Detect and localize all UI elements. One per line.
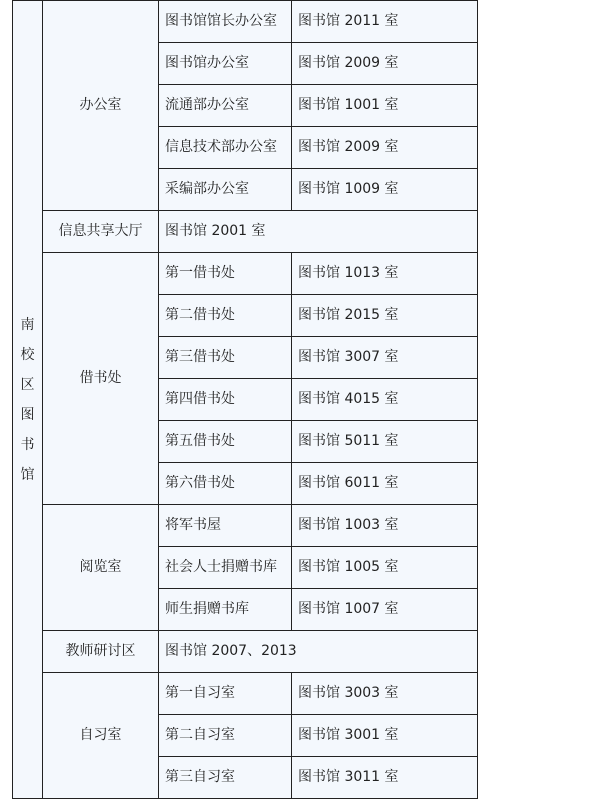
location: 图书馆 1003 室 [292, 505, 478, 547]
location: 图书馆 1005 室 [292, 547, 478, 589]
campus-char: 图 [20, 406, 35, 423]
location: 图书馆 3011 室 [292, 757, 478, 799]
sub-unit: 第三自习室 [159, 757, 292, 799]
location: 图书馆 1007 室 [292, 589, 478, 631]
location: 图书馆 1009 室 [292, 169, 478, 211]
location: 图书馆 6011 室 [292, 463, 478, 505]
dept-study-room: 自习室 [43, 673, 159, 799]
location: 图书馆 2009 室 [292, 127, 478, 169]
table-row [13, 505, 478, 547]
sub-unit: 第一借书处 [159, 253, 292, 295]
sub-unit: 第一自习室 [159, 673, 292, 715]
location: 图书馆 1001 室 [292, 85, 478, 127]
location: 图书馆 2007、2013 [159, 631, 478, 673]
sub-unit: 流通部办公室 [159, 85, 292, 127]
sub-unit: 第四借书处 [159, 379, 292, 421]
sub-unit: 采编部办公室 [159, 169, 292, 211]
sub-unit: 第五借书处 [159, 421, 292, 463]
sub-unit: 信息技术部办公室 [159, 127, 292, 169]
dept-circulation: 借书处 [43, 253, 159, 505]
campus-char: 馆 [20, 466, 35, 483]
sub-unit: 图书馆办公室 [159, 43, 292, 85]
dept-faculty-seminar: 教师研讨区 [43, 631, 159, 673]
campus-cell [13, 1, 43, 799]
table-row [13, 631, 478, 673]
location: 图书馆 2009 室 [292, 43, 478, 85]
dept-info-commons: 信息共享大厅 [43, 211, 159, 253]
campus-char: 书 [20, 436, 35, 453]
sub-unit: 第三借书处 [159, 337, 292, 379]
location: 图书馆 4015 室 [292, 379, 478, 421]
table-row [13, 211, 478, 253]
campus-char: 校 [20, 346, 35, 363]
location: 图书馆 3001 室 [292, 715, 478, 757]
sub-unit: 社会人士捐赠书库 [159, 547, 292, 589]
location: 图书馆 2015 室 [292, 295, 478, 337]
dept-reading-room: 阅览室 [43, 505, 159, 631]
sub-unit: 将军书屋 [159, 505, 292, 547]
sub-unit: 第六借书处 [159, 463, 292, 505]
location: 图书馆 3007 室 [292, 337, 478, 379]
sub-unit: 师生捐赠书库 [159, 589, 292, 631]
dept-office: 办公室 [43, 1, 159, 211]
sub-unit: 第二自习室 [159, 715, 292, 757]
table-row [13, 673, 478, 715]
sub-unit: 第二借书处 [159, 295, 292, 337]
location: 图书馆 5011 室 [292, 421, 478, 463]
location: 图书馆 2011 室 [292, 1, 478, 43]
campus-char: 南 [20, 316, 35, 333]
location: 图书馆 2001 室 [159, 211, 478, 253]
location: 图书馆 1013 室 [292, 253, 478, 295]
table-row [13, 1, 478, 43]
sub-unit: 图书馆馆长办公室 [159, 1, 292, 43]
library-directory-table [12, 0, 478, 799]
location: 图书馆 3003 室 [292, 673, 478, 715]
table-row [13, 253, 478, 295]
campus-char: 区 [20, 376, 35, 393]
